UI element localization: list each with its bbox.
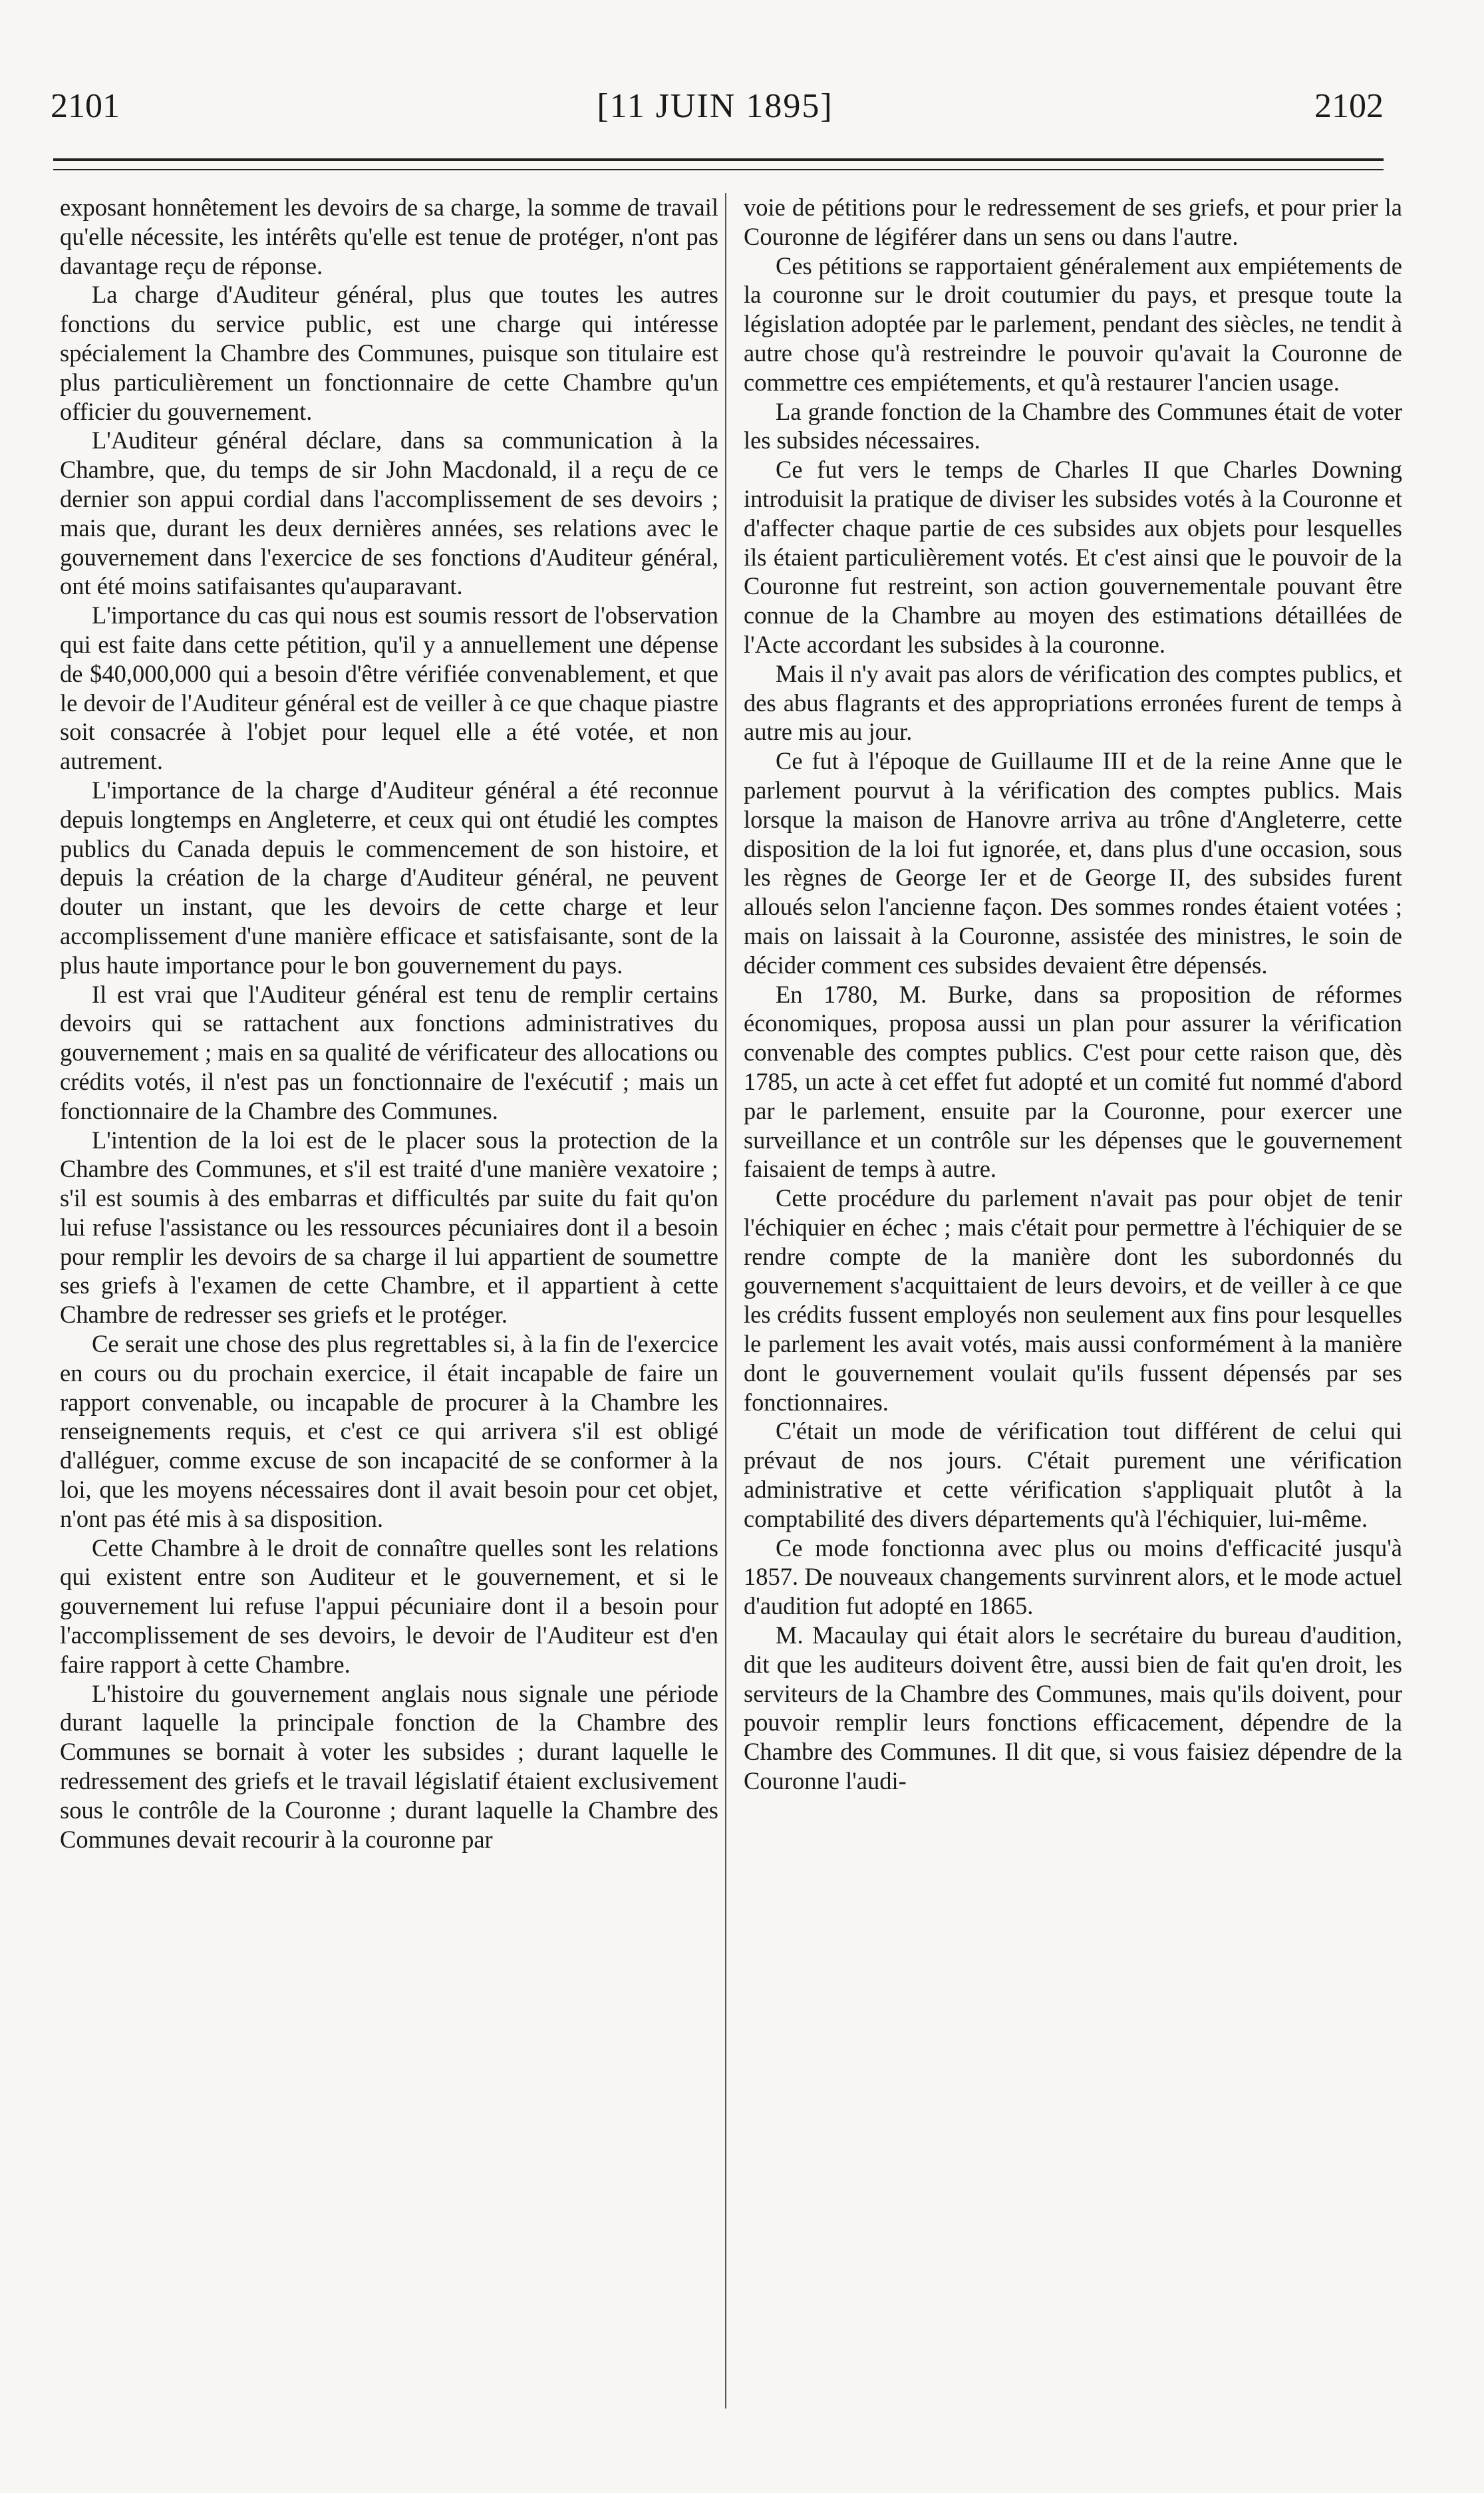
session-date: [11 JUIN 1895] — [597, 87, 833, 125]
paragraph: L'Auditeur général déclare, dans sa communication à la Chambre, que, du temps de sir John Macdonald, il a reçu de ce dernier son appui cordial dans l'accomplissement de ses devoirs ; mais que, durant les deux dernières années, ses relations avec le gouvernement dans l'exercice de ses fonctions d'Auditeur général, ont été moins satifaisantes qu'auparavant. — [60, 426, 718, 600]
paragraph: exposant honnêtement les devoirs de sa charge, la somme de travail qu'elle nécessite, les intérêts qu'elle est tenue de protéger, n'ont pas davantage reçu de réponse. — [60, 194, 718, 279]
paragraph: voie de pétitions pour le redressement de ses griefs, et pour prier la Couronne de légiférer dans un sens ou dans l'autre. — [744, 194, 1402, 250]
header-rule-thick — [53, 158, 1384, 161]
header-rule-thin — [53, 169, 1384, 170]
paragraph: Ce fut à l'époque de Guillaume III et de la reine Anne que le parlement pourvut à la vérification des comptes publics. Mais lorsque la maison de Hanovre arriva au trône d'Angleterre, cette disposition de la loi fut ignorée, et, dans plus d'une occasion, sous les règnes de George Ier et de George II, des subsides furent alloués selon l'ancienne façon. Des sommes rondes étaient votées ; mais on laissait à la Couronne, assistée des ministres, le soin de décider comment ces subsides devaient être dépensés. — [744, 747, 1402, 979]
paragraph: L'importance du cas qui nous est soumis ressort de l'observation qui est faite dans cette pétition, qu'il y a annuellement une dépense de $40,000,000 qui a besoin d'être vérifiée convenablement, et que le devoir de l'Auditeur général est de veiller à ce que chaque piastre soit consacrée à l'objet pour lequel elle a été votée, et non autrement. — [60, 601, 718, 775]
paragraph: La charge d'Auditeur général, plus que toutes les autres fonctions du service public, est une charge qui intéresse spécialement la Chambre des Communes, puisque son titulaire est plus particulièrement un fonctionnaire de cette Chambre qu'un officier du gouvernement. — [60, 281, 718, 425]
paragraph: Ce serait une chose des plus regrettables si, à la fin de l'exercice en cours ou du prochain exercice, il était incapable de faire un rapport convenable, ou incapable de procurer à la Chambre les renseignements requis, et c'est ce qui arrivera s'il est obligé d'alléguer, comme excuse de son incapacité de se conformer à la loi, que les moyens nécessaires dont il avait besoin pour cet objet, n'ont pas été mis à sa disposition. — [60, 1330, 718, 1532]
page-number-left: 2101 — [51, 87, 120, 125]
paragraph: Ce fut vers le temps de Charles II que Charles Downing introduisit la pratique de diviser les subsides votés à la Couronne et d'affecter chaque partie de ces subsides aux objets pour lesquelles ils étaient particulièrement votés. Et c'est ainsi que le pouvoir de la Couronne fut restreint, son action gouvernementale pouvant être connue de la Chambre au moyen des estimations détaillées de l'Acte accordant les subsides à la couronne. — [744, 456, 1402, 658]
paragraph: L'importance de la charge d'Auditeur général a été reconnue depuis longtemps en Angleterre, et ceux qui ont étudié les comptes publics du Canada depuis le commencement de son histoire, et depuis la création de la charge d'Auditeur général, ne peuvent douter un instant, que les devoirs de cette charge et leur accomplissement d'une manière efficace et satisfaisante, sont de la plus haute importance pour le bon gouvernement du pays. — [60, 776, 718, 979]
paragraph: C'était un mode de vérification tout différent de celui qui prévaut de nos jours. C'était purement une vérification administrative et cette vérification s'appliquait plutôt à la comptabilité des divers départements qu'à l'échiquier, lui-même. — [744, 1417, 1402, 1532]
column-divider — [725, 193, 726, 2409]
paragraph: Ce mode fonctionna avec plus ou moins d'efficacité jusqu'à 1857. De nouveaux changements survinrent alors, et le mode actuel d'audition fut adopté en 1865. — [744, 1534, 1402, 1620]
right-column — [744, 193, 1402, 2415]
paragraph: La grande fonction de la Chambre des Communes était de voter les subsides nécessaires. — [744, 397, 1402, 454]
paragraph: Cette procédure du parlement n'avait pas pour objet de tenir l'échiquier en échec ; mais c'était pour permettre à l'échiquier de se rendre compte de la manière dont les subordonnés du gouvernement s'acquittaient de leurs devoirs, et de veiller à ce que les crédits fussent employés non seulement aux fins pour lesquelles le parlement les avait votés, mais aussi conformément à la manière dont le gouvernement voulait qu'ils fussent dépensés par ses fonctionnaires. — [744, 1184, 1402, 1416]
page-number-right: 2102 — [1314, 87, 1384, 125]
paragraph: Mais il n'y avait pas alors de vérification des comptes publics, et des abus flagrants et des appropriations erronées furent de temps à autre mis au jour. — [744, 659, 1402, 746]
paragraph: Il est vrai que l'Auditeur général est tenu de remplir certains devoirs qui se rattachent aux fonctions administratives du gouvernement ; mais en sa qualité de vérificateur des allocations ou crédits votés, il n'est pas un fonctionnaire de l'exécutif ; mais un fonctionnaire de la Chambre des Communes. — [60, 980, 718, 1124]
page-header — [47, 80, 1384, 133]
left-column — [60, 193, 718, 2415]
paragraph: Cette Chambre à le droit de connaître quelles sont les relations qui existent entre son Auditeur et le gouvernement, et si le gouvernement lui refuse l'appui pécuniaire dont il a besoin pour l'accomplissement de ses devoirs, le devoir de l'Auditeur est d'en faire rapport à cette Chambre. — [60, 1534, 718, 1678]
paragraph: En 1780, M. Burke, dans sa proposition de réformes économiques, proposa aussi un plan pour assurer la vérification convenable des comptes publics. C'est pour cette raison que, dès 1785, un acte à cet effet fut adopté et un comité fut nommé d'abord par le parlement, ensuite par la Couronne, pour exercer une surveillance et un contrôle sur les dépenses que le gouvernement faisaient de temps à autre. — [744, 980, 1402, 1183]
paragraph: Ces pétitions se rapportaient généralement aux empiétements de la couronne sur le droit coutumier du pays, et presque toute la législation adoptée par le parlement, pendant des siècles, ne tendit à autre chose qu'à restreindre le pouvoir qu'avait la Couronne de commettre ces empiétements, et qu'à restaurer l'ancien usage. — [744, 251, 1402, 396]
paragraph: M. Macaulay qui était alors le secrétaire du bureau d'audition, dit que les auditeurs doivent être, aussi bien de fait qu'en droit, les serviteurs de la Chambre des Communes, mais qu'ils doivent, pour pouvoir remplir leurs fonctions efficacement, dépendre de la Chambre des Communes. Il dit que, si vous faisiez dépendre de la Couronne l'audi- — [744, 1621, 1402, 1795]
paragraph: L'intention de la loi est de le placer sous la protection de la Chambre des Communes, et s'il est traité d'une manière vexatoire ; s'il est soumis à des embarras et difficultés par suite du fait qu'on lui refuse l'assistance ou les ressources pécuniaires dont il a besoin pour remplir les devoirs de sa charge il lui appartient de soumettre ses griefs à l'examen de cette Chambre, et il appartient à cette Chambre de redresser ses griefs et le protéger. — [60, 1126, 718, 1329]
paragraph: L'histoire du gouvernement anglais nous signale une période durant laquelle la principale fonction de la Chambre des Communes se bornait à voter les subsides ; durant laquelle le redressement des griefs et le travail législatif étaient exclusivement sous le contrôle de la Couronne ; durant laquelle la Chambre des Communes devait recourir à la couronne par — [60, 1679, 718, 1853]
